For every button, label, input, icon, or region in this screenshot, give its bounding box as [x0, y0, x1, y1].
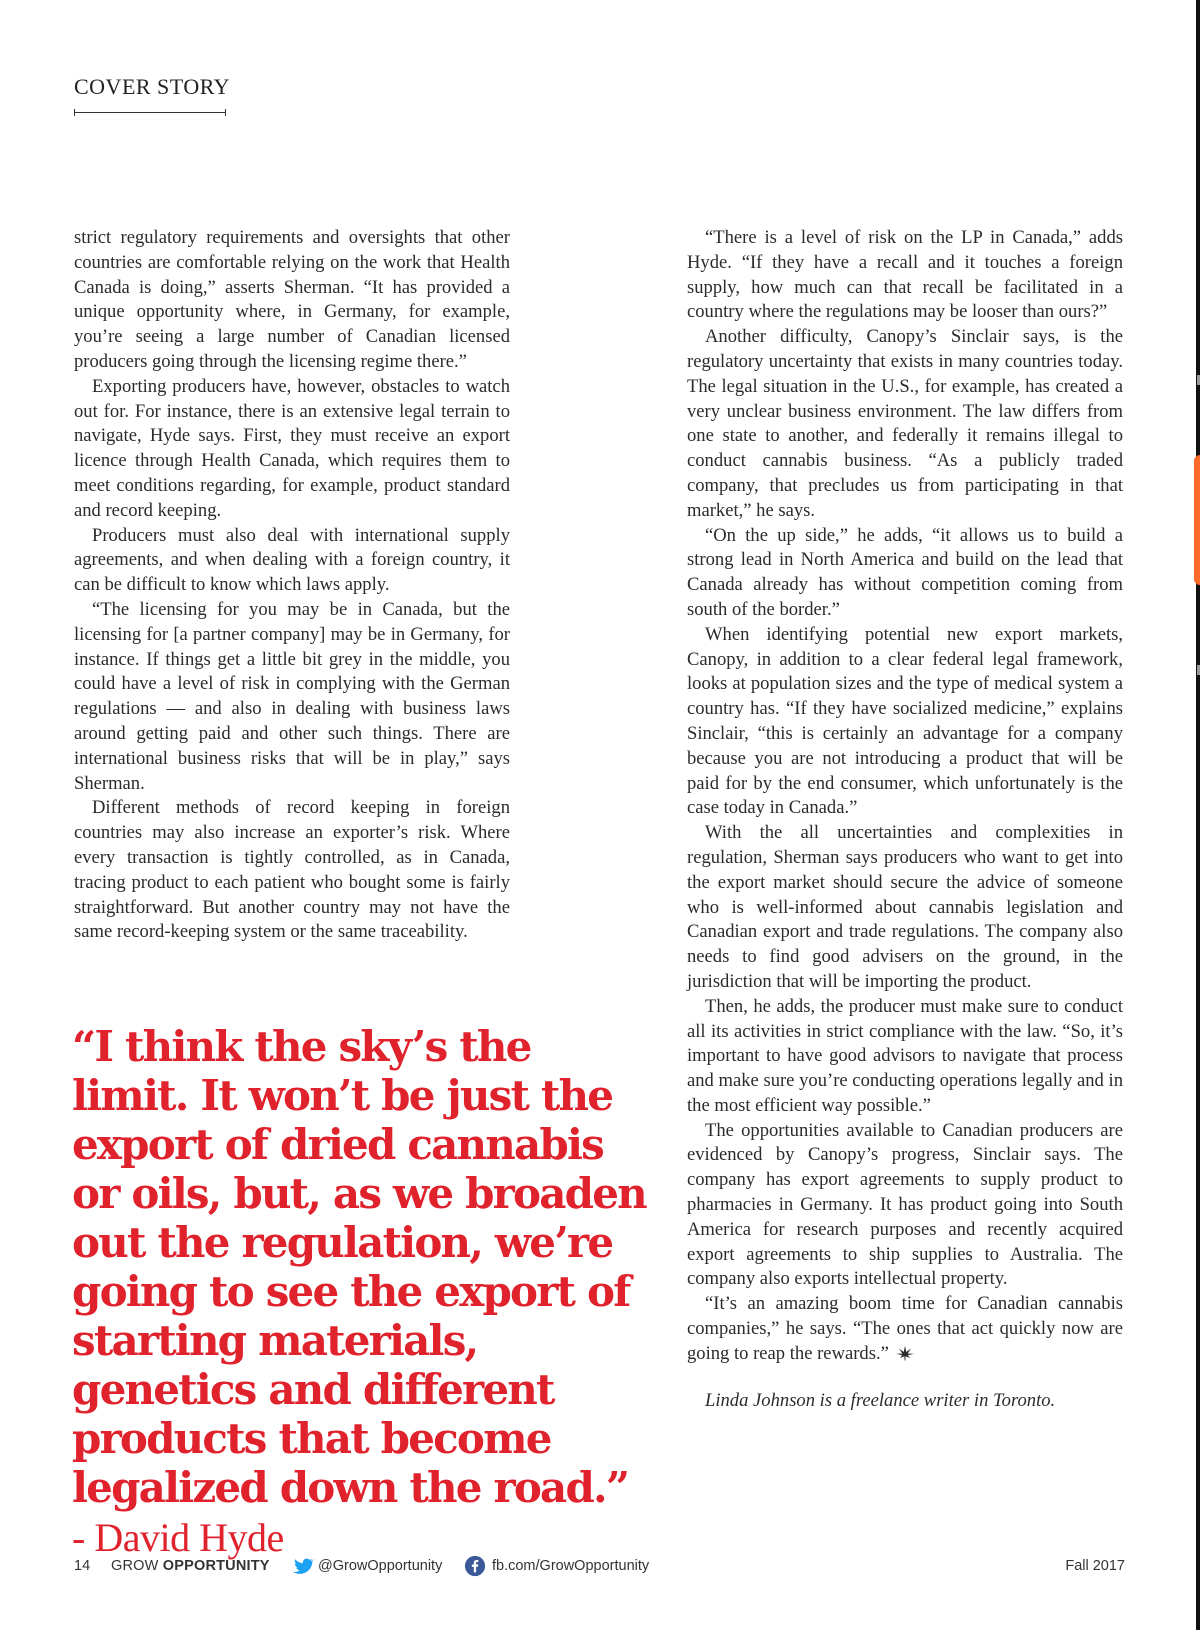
article-column-left: [74, 226, 510, 945]
page-footer: [0, 1558, 1200, 1588]
page-edge-tab: [1194, 455, 1200, 585]
facebook-f-icon: [464, 1555, 486, 1577]
paragraph: “On the up side,” he adds, “it allows us to build a strong lead in North America and build on the lead that Canada already has without competition coming from south of the border.”: [687, 524, 1123, 620]
paragraph: When identifying potential new export markets, Canopy, in addition to a clear federal legal framework, looks at population sizes and the type of medical system a country has. “If they have socialized medicine,” explains Sinclair, “this is certainly an advantage for a company because you are not introducing a product that will be paid for by the end consumer, which unfortunately is the case today in Canada.”: [687, 623, 1123, 819]
paragraph: With the all uncertainties and complexities in regulation, Sherman says producers who want to get into the export market should secure the advice of someone who is well-informed about cannabis legislation and Canadian export and trade regulations. The company also needs to find good advisers on the ground, in the jurisdiction that will be importing the product.: [687, 822, 1123, 992]
pull-quote-attribution: - David Hyde: [72, 1515, 284, 1560]
paragraph: Exporting producers have, however, obstacles to watch out for. For instance, there is an extensive legal terrain to navigate, Hyde says. First, they must receive an export licence through Health Canada, which requires them to meet conditions regarding, for example, product standard and record keeping.: [74, 375, 510, 521]
cannabis-leaf-icon: [895, 1345, 915, 1361]
author-byline: Linda Johnson is a freelance writer in Toronto.: [705, 1389, 1056, 1411]
paragraph: Different methods of record keeping in foreign countries may also increase an exporter’s risk. Where every transaction is tightly controlled, as in Canada, tracing product to each patient who bought some is fairly straightforward. But another country may not have the same record-keeping system or the same traceability.: [74, 797, 510, 943]
pull-quote-text: “I think the sky’s the limit. It won’t be just the export of dried cannabis or oils, but, as we broaden out the regulation, we’re going to see the export of starting materials, genetics and different products that become legalized down the road.”: [72, 1022, 646, 1512]
facebook-link[interactable]: [464, 1555, 649, 1577]
article-column-right: [687, 226, 1123, 1413]
paragraph: Producers must also deal with international supply agreements, and when dealing with a foreign country, it can be difficult to know which laws apply.: [74, 524, 510, 596]
section-rule: [74, 112, 226, 113]
facebook-url: fb.com/GrowOpportunity: [492, 1558, 650, 1574]
paragraph: The opportunities available to Canadian producers are evidenced by Canopy’s progress, Sinclair says. The company has export agreements to supply product to pharmacies in Germany. It has product going into South America for research purposes and recently acquired export agreements to ship supplies to Australia. The company also exports intellectual property.: [687, 1119, 1123, 1290]
section-label: COVER STORY: [74, 74, 231, 99]
magazine-name: [111, 1558, 270, 1574]
paragraph-last: [687, 1292, 1123, 1366]
paragraph: Another difficulty, Canopy’s Sinclair says, is the regulatory uncertainty that exists in many countries today. The legal situation in the U.S., for example, has created a very unclear business environment. The law differs from one state to another, and federally it remains illegal to conduct cannabis business. “As a publicly traded company, that precludes us from participating in that market,” he says.: [687, 326, 1123, 521]
paragraph-last-text: “It’s an amazing boom time for Canadian cannabis companies,” he says. “The ones that act quickly now are going to reap the rewards.”: [687, 1293, 1123, 1364]
issue-date: Fall 2017: [1065, 1558, 1125, 1574]
paragraph: “The licensing for you may be in Canada, but the licensing for [a partner company] may be in Germany, for instance. If things get a little bit grey in the middle, you could have a level of risk in complying with the German regulations — and also in dealing with business laws around getting paid and other such things. There are international business risks that will be in play,” says Sherman.: [74, 598, 510, 794]
magazine-name-light: GROW: [111, 1558, 159, 1574]
twitter-bird-icon: [292, 1555, 314, 1577]
paragraph: “There is a level of risk on the LP in Canada,” adds Hyde. “If they have a recall and it touches a foreign supply, how much can that recall be facilitated in a country where the regulations may be looser than ours?”: [687, 227, 1123, 323]
twitter-link[interactable]: [292, 1555, 442, 1577]
magazine-name-bold: OPPORTUNITY: [162, 1558, 270, 1574]
pull-quote: [72, 1022, 652, 1562]
paragraph: Then, he adds, the producer must make sure to conduct all its activities in strict compliance with the law. “So, it’s important to have good advisors to navigate that process and make sure you’re conducting operations legally and in the most efficient way possible.”: [687, 995, 1123, 1116]
paragraph: strict regulatory requirements and oversights that other countries are comfortable relying on the work that Health Canada is doing,” asserts Sherman. “It has provided a unique opportunity where, in Germany, for example, you’re seeing a large number of Canadian licensed producers going through the licensing regime there.”: [74, 227, 510, 372]
page-edge: [1196, 0, 1200, 1630]
twitter-handle: @GrowOpportunity: [318, 1558, 443, 1574]
page-number: 14: [74, 1558, 91, 1574]
